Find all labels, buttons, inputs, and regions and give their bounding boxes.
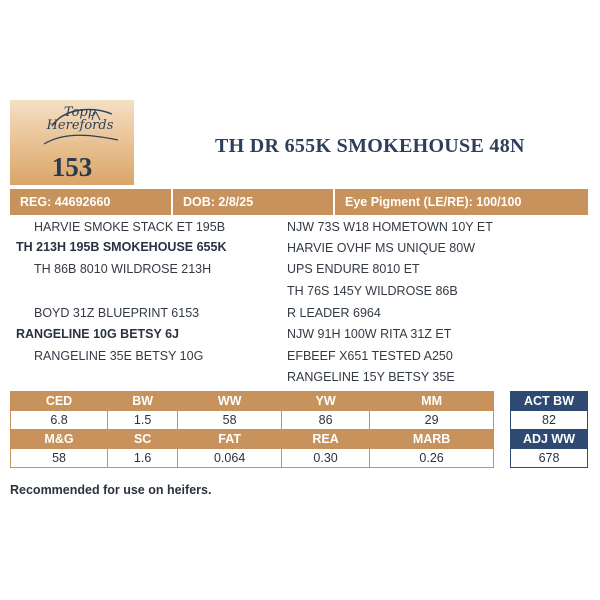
- epd-header-ww: WW: [178, 392, 282, 411]
- epd-value-marb: 0.26: [370, 449, 494, 468]
- epd-value-fat: 0.064: [178, 449, 282, 468]
- epd-header-ced: CED: [11, 392, 108, 411]
- adj-ww-value: 678: [511, 449, 588, 468]
- logo-text-line1: Topp: [63, 105, 97, 120]
- lot-number: 153: [51, 152, 93, 182]
- logo-panel: [10, 100, 134, 185]
- epd-value-ced: 6.8: [11, 411, 108, 430]
- pedigree-right-6: NJW 91H 100W RITA 31Z ET: [287, 327, 452, 341]
- info-bar: [10, 189, 588, 215]
- adj-ww-label: ADJ WW: [511, 430, 588, 449]
- epd-value-mg: 58: [11, 449, 108, 468]
- sire-sire: HARVIE SMOKE STACK ET 195B: [34, 220, 226, 234]
- logo-text: [40, 106, 120, 132]
- epd-header-yw: YW: [282, 392, 370, 411]
- epd-value-ww: 58: [178, 411, 282, 430]
- pedigree-right-1: NJW 73S W18 HOMETOWN 10Y ET: [287, 220, 493, 234]
- logo-text-line2: Herefords: [46, 118, 114, 133]
- pedigree-right-7: EFBEEF X651 TESTED A250: [287, 349, 453, 363]
- dam-dam: RANGELINE 35E BETSY 10G: [34, 349, 204, 363]
- dam-sire: BOYD 31Z BLUEPRINT 6153: [34, 306, 200, 320]
- animal-name: TH DR 655K SMOKEHOUSE 48N: [215, 135, 525, 157]
- epd-value-row-1: [11, 411, 494, 430]
- epd-header-mg: M&G: [11, 430, 108, 449]
- pedigree-right-5: R LEADER 6964: [287, 306, 381, 320]
- eye-pigment: Eye Pigment (LE/RE): 100/100: [345, 195, 522, 209]
- epd-header-bw: BW: [108, 392, 178, 411]
- epd-header-fat: FAT: [178, 430, 282, 449]
- epd-table: [10, 391, 494, 468]
- epd-header-rea: REA: [282, 430, 370, 449]
- epd-header-row-2: [11, 430, 494, 449]
- epd-value-bw: 1.5: [108, 411, 178, 430]
- dam: RANGELINE 10G BETSY 6J: [16, 327, 180, 341]
- registration-number: REG: 44692660: [10, 189, 173, 215]
- pedigree-right-2: HARVIE OVHF MS UNIQUE 80W: [287, 241, 475, 255]
- act-bw-label: ACT BW: [511, 392, 588, 411]
- epd-value-rea: 0.30: [282, 449, 370, 468]
- sire: TH 213H 195B SMOKEHOUSE 655K: [16, 240, 227, 254]
- epd-header-mm: MM: [370, 392, 494, 411]
- pedigree-right-3: UPS ENDURE 8010 ET: [287, 262, 420, 276]
- weights-table: [510, 391, 588, 468]
- pedigree-right-8: RANGELINE 15Y BETSY 35E: [287, 370, 455, 384]
- act-bw-value: 82: [511, 411, 588, 430]
- date-of-birth: DOB: 2/8/25: [173, 189, 335, 215]
- epd-value-row-2: [11, 449, 494, 468]
- epd-value-sc: 1.6: [108, 449, 178, 468]
- epd-header-sc: SC: [108, 430, 178, 449]
- epd-value-yw: 86: [282, 411, 370, 430]
- epd-value-mm: 29: [370, 411, 494, 430]
- epd-header-marb: MARB: [370, 430, 494, 449]
- pedigree-right-4: TH 76S 145Y WILDROSE 86B: [287, 284, 458, 298]
- epd-header-row-1: [11, 392, 494, 411]
- sire-dam: TH 86B 8010 WILDROSE 213H: [34, 262, 212, 276]
- footnote: Recommended for use on heifers.: [10, 483, 212, 497]
